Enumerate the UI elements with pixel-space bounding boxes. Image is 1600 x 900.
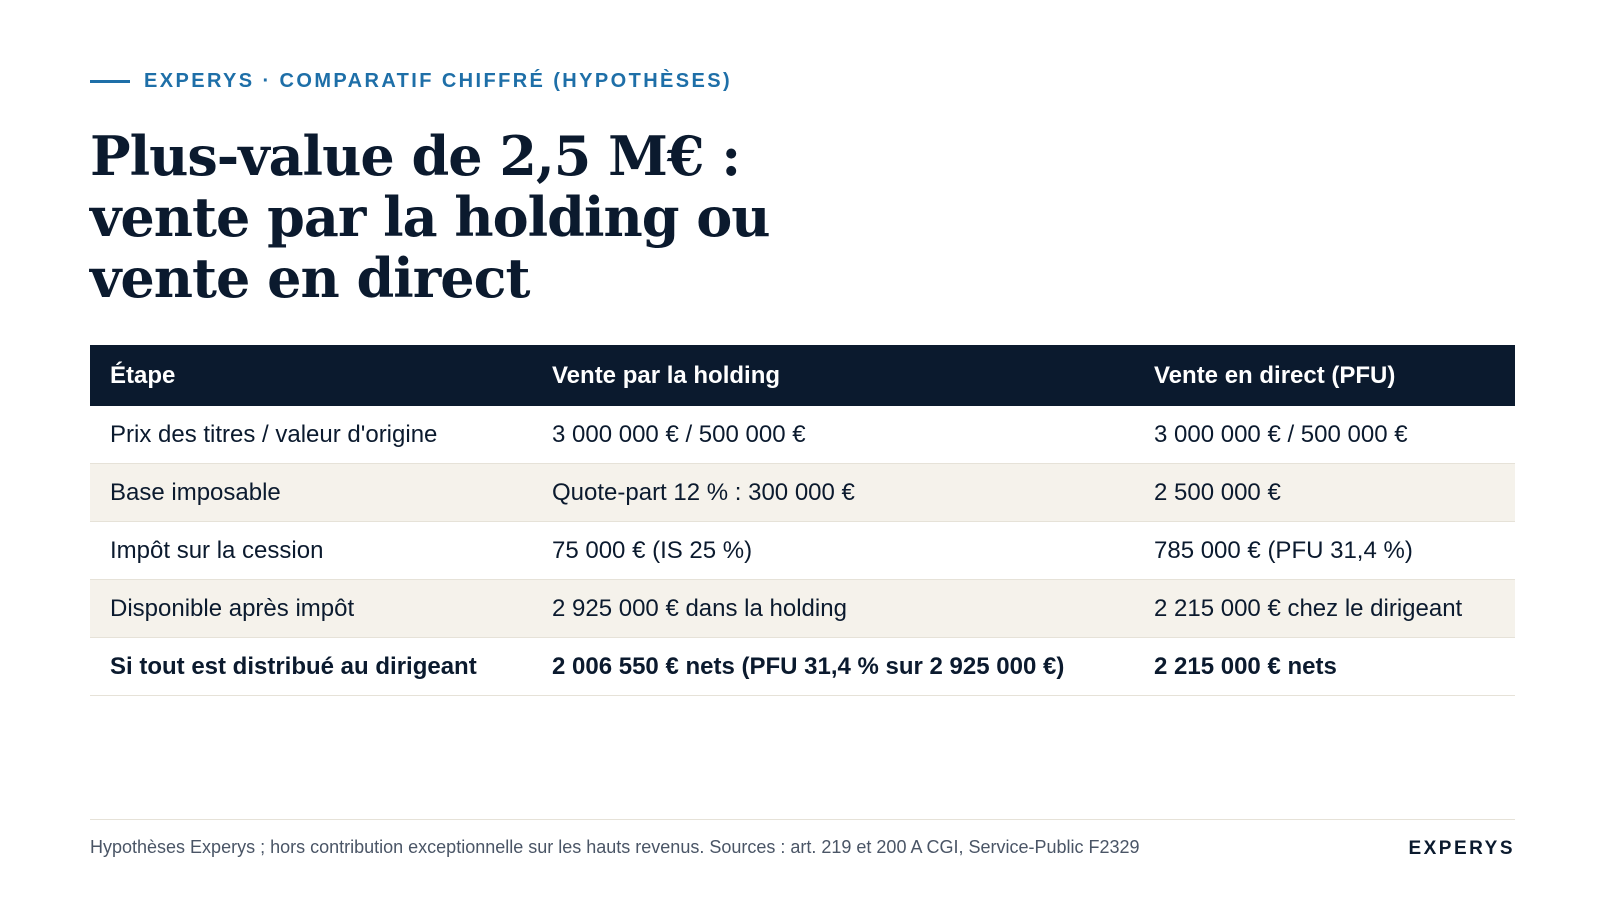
direct-value: 785 000 € (PFU 31,4 %) <box>1134 522 1515 580</box>
table-row <box>90 406 1515 464</box>
brand-logo: EXPERYS <box>1408 838 1515 859</box>
holding-value: 75 000 € (IS 25 %) <box>532 522 1134 580</box>
row-label: Prix des titres / valeur d'origine <box>90 406 532 464</box>
row-label: Impôt sur la cession <box>90 522 532 580</box>
header-direct-sale: Vente en direct (PFU) <box>1134 345 1515 406</box>
page-title: Plus-value de 2,5 M€ : vente par la holding ou vente en direct <box>90 124 770 310</box>
direct-value: 2 215 000 € nets <box>1134 638 1515 696</box>
eyebrow <box>90 70 732 93</box>
table-row-total <box>90 638 1515 696</box>
holding-value: 2 925 000 € dans la holding <box>532 580 1134 638</box>
footer-divider <box>90 819 1515 820</box>
eyebrow-text: EXPERYS · COMPARATIF CHIFFRÉ (HYPOTHÈSES) <box>144 70 733 92</box>
holding-value: 2 006 550 € nets (PFU 31,4 % sur 2 925 000 €) <box>532 638 1134 696</box>
table-row <box>90 464 1515 522</box>
direct-value: 2 500 000 € <box>1134 464 1515 522</box>
direct-value: 3 000 000 € / 500 000 € <box>1134 406 1515 464</box>
row-label: Si tout est distribué au dirigeant <box>90 638 532 696</box>
table-header-row <box>90 345 1515 406</box>
comparison-table <box>90 345 1515 696</box>
table-row <box>90 522 1515 580</box>
direct-value: 2 215 000 € chez le dirigeant <box>1134 580 1515 638</box>
row-label: Base imposable <box>90 464 532 522</box>
holding-value: 3 000 000 € / 500 000 € <box>532 406 1134 464</box>
row-label: Disponible après impôt <box>90 580 532 638</box>
holding-value: Quote-part 12 % : 300 000 € <box>532 464 1134 522</box>
table-row <box>90 580 1515 638</box>
header-step: Étape <box>90 345 532 406</box>
header-holding-sale: Vente par la holding <box>532 345 1134 406</box>
footnote: Hypothèses Experys ; hors contribution exceptionnelle sur les hauts revenus. Sources : art. 219 et 200 A CGI, Service-Public F2329 <box>90 837 1140 857</box>
eyebrow-rule <box>90 80 130 83</box>
